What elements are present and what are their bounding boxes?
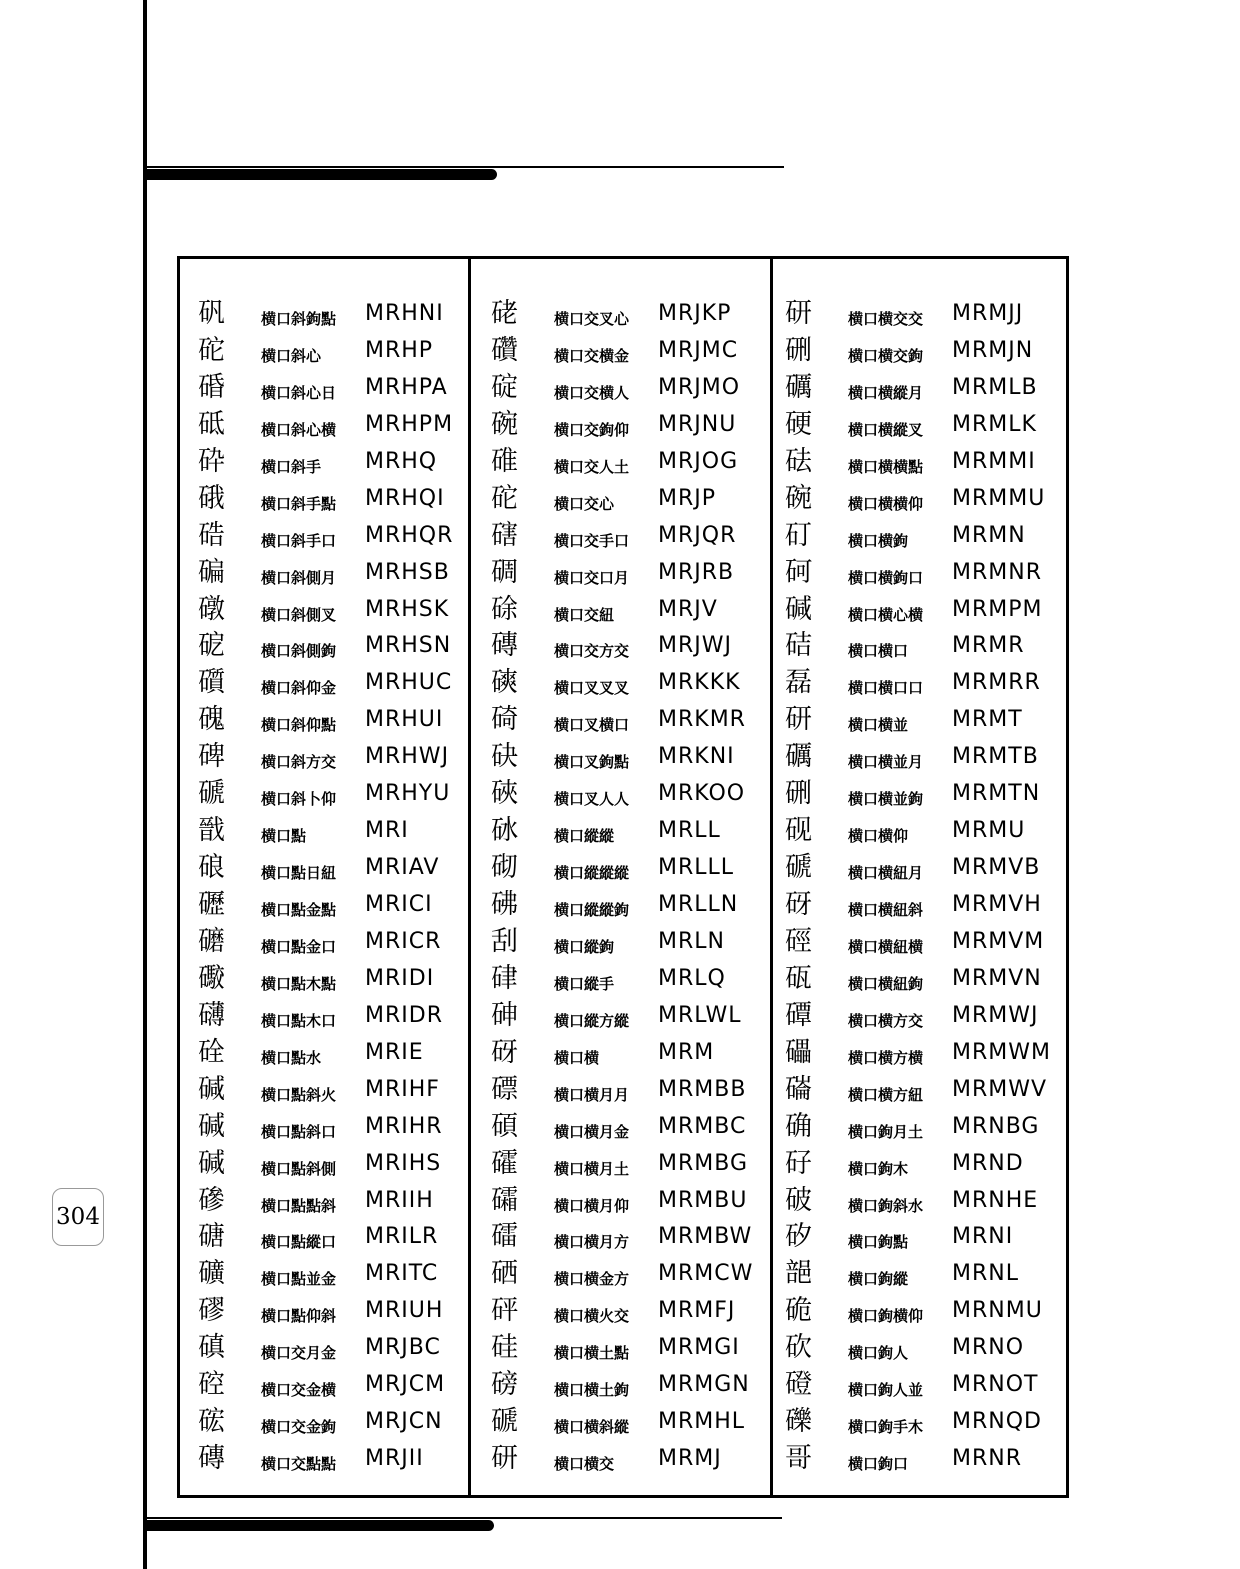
character: 碇 [491, 371, 518, 403]
character: 磢 [491, 667, 518, 699]
radical-sequence: 横口點斜側 [261, 1159, 337, 1178]
character: 硬 [785, 408, 812, 440]
radical-sequence: 横口點日紐 [261, 864, 337, 883]
input-code: MRMMI [952, 448, 1036, 474]
input-code: MRHSK [365, 596, 450, 622]
character: 硉 [491, 962, 518, 994]
input-code: MRMCW [658, 1261, 754, 1287]
bottom-rule-thin [147, 1517, 782, 1519]
radical-sequence: 横口斜心 [261, 346, 322, 365]
input-code: MRHPM [365, 411, 454, 437]
radical-sequence: 横口横紐横 [848, 937, 924, 956]
character: 碩 [491, 1110, 518, 1142]
character: 碱 [785, 593, 812, 625]
character: 礩 [198, 667, 225, 699]
input-code: MRHUI [365, 707, 444, 733]
character: 礦 [198, 1258, 225, 1290]
radical-sequence: 横口點斜火 [261, 1085, 337, 1104]
input-code: MRHWJ [365, 744, 450, 770]
input-code: MRHNI [365, 301, 444, 326]
input-code: MRMN [952, 522, 1026, 548]
input-code: MRIE [365, 1039, 424, 1065]
input-code: MRMBG [658, 1150, 749, 1176]
radical-sequence: 横口横鉤口 [848, 568, 924, 587]
top-rule-thin [147, 166, 784, 168]
input-code: MRLQ [658, 965, 726, 991]
character: 碗 [491, 408, 518, 440]
character: 礅 [198, 593, 225, 625]
input-code: MRMBU [658, 1187, 748, 1213]
radical-sequence: 横口横縱叉 [848, 420, 924, 439]
input-code: MRKMR [658, 707, 746, 733]
radical-sequence: 横口斜仰點 [261, 716, 337, 735]
radical-sequence: 横口鉤點 [848, 1233, 909, 1252]
radical-sequence: 横口交手口 [554, 531, 630, 550]
radical-sequence: 横口横月方 [554, 1233, 630, 1252]
input-code: MRIHF [365, 1076, 440, 1102]
input-code: MRMR [952, 633, 1025, 659]
input-code: MRJMO [658, 374, 741, 400]
character: 硊 [785, 1295, 812, 1327]
radical-sequence: 横口横土鉤 [554, 1381, 630, 1400]
input-code: MRMBW [658, 1224, 753, 1250]
input-code: MRKKK [658, 670, 741, 696]
character: 礪 [785, 741, 812, 773]
radical-sequence: 横口鉤手木 [848, 1418, 924, 1437]
character: 砷 [491, 999, 518, 1031]
input-code: MRM [658, 1039, 715, 1065]
input-code: MRHQI [365, 485, 445, 511]
input-code: MRNL [952, 1261, 1019, 1287]
radical-sequence: 横口點斜口 [261, 1122, 337, 1141]
input-code: MRMGN [658, 1372, 750, 1398]
column-divider [770, 259, 773, 1495]
radical-sequence: 横口交横人 [554, 383, 630, 402]
character: 砰 [491, 1295, 518, 1327]
radical-sequence: 横口交點點 [261, 1455, 337, 1474]
character: 砌 [491, 852, 518, 884]
character: 砥 [198, 408, 225, 440]
radical-sequence: 横口鉤人並 [848, 1381, 924, 1400]
input-code: MRJRB [658, 559, 735, 585]
radical-sequence: 横口點木點 [261, 974, 337, 993]
character: 硈 [785, 630, 812, 662]
character: 硢 [491, 593, 518, 625]
input-code: MRMPM [952, 596, 1043, 622]
character: 矴 [785, 519, 812, 551]
radical-sequence: 横口横土點 [554, 1344, 630, 1363]
radical-sequence: 横口鉤木 [848, 1159, 909, 1178]
radical-sequence: 横口斜手點 [261, 494, 337, 513]
input-code: MRMBC [658, 1113, 747, 1139]
input-code: MRMTN [952, 781, 1041, 807]
input-code: MRMGI [658, 1335, 740, 1361]
radical-sequence: 横口縱方縱 [554, 1011, 630, 1030]
input-code: MRMMU [952, 485, 1046, 511]
radical-sequence: 横口横紐鉤 [848, 974, 924, 993]
radical-sequence: 横口斜心日 [261, 383, 337, 402]
input-code: MRKOO [658, 781, 746, 807]
radical-sequence: 横口横並月 [848, 753, 924, 772]
input-code: MRKNI [658, 744, 735, 770]
radical-sequence: 横口交叉心 [554, 310, 630, 328]
character: 破 [785, 1184, 812, 1216]
character: 砝 [785, 445, 812, 477]
input-code: MRHYU [365, 781, 451, 807]
character: 硡 [198, 1406, 225, 1438]
character: 硤 [491, 778, 518, 810]
radical-sequence: 横口交金横 [261, 1381, 337, 1400]
radical-sequence: 横口叉人人 [554, 790, 630, 809]
radical-sequence: 横口横火交 [554, 1307, 630, 1326]
character: 硂 [198, 1036, 225, 1068]
character: 砅 [491, 815, 518, 847]
input-code: MRMVB [952, 855, 1041, 881]
input-code: MRIAV [365, 855, 440, 881]
character: 磚 [198, 1443, 225, 1475]
radical-sequence: 横口横月金 [554, 1122, 630, 1141]
input-code: MRJQR [658, 522, 737, 548]
character: 砩 [491, 889, 518, 920]
input-code: MRNQD [952, 1409, 1042, 1435]
input-code: MRJKP [658, 301, 732, 326]
character: 碈 [198, 371, 225, 403]
input-code: MRNHE [952, 1187, 1039, 1213]
input-code: MRI [365, 818, 409, 844]
input-code: MRICR [365, 928, 442, 954]
character: 碓 [491, 445, 518, 477]
radical-sequence: 横口交口月 [554, 568, 630, 587]
character: 砣 [198, 334, 225, 366]
radical-sequence: 横口斜鉤點 [261, 310, 337, 328]
page-spine [143, 0, 147, 1569]
character: 研 [491, 1443, 518, 1475]
character: 礭 [491, 1147, 518, 1179]
character: 碕 [491, 704, 518, 736]
input-code: MRMWJ [952, 1002, 1039, 1028]
input-code: MRLLL [658, 855, 735, 881]
input-code: MRICI [365, 892, 433, 917]
input-code: MRITC [365, 1261, 439, 1287]
input-code: MRJMC [658, 337, 739, 363]
radical-sequence: 横口斜側鉤 [261, 642, 337, 661]
character: 硅 [491, 1332, 518, 1364]
radical-sequence: 横口鉤縱 [848, 1270, 909, 1289]
input-code: MRMBB [658, 1076, 747, 1102]
input-code: MRJCN [365, 1409, 443, 1435]
input-code: MRHSB [365, 559, 450, 585]
radical-sequence: 横口斜卜仰 [261, 790, 337, 809]
input-code: MRHQR [365, 522, 454, 548]
radical-sequence: 横口斜仰金 [261, 679, 337, 698]
character: 硠 [198, 852, 225, 884]
radical-sequence: 横口横月仰 [554, 1196, 630, 1215]
character: 礌 [491, 1221, 518, 1253]
character: 砑 [491, 1036, 518, 1068]
input-code: MRNMU [952, 1298, 1043, 1324]
character: 碱 [198, 1110, 225, 1142]
radical-sequence: 横口點木口 [261, 1011, 337, 1030]
radical-sequence: 横口叉鉤點 [554, 753, 630, 772]
character: 磌 [198, 1332, 225, 1364]
code-table [177, 256, 1069, 1498]
character: 礵 [491, 1184, 518, 1216]
character: 磍 [491, 519, 518, 551]
radical-sequence: 横口點水 [261, 1048, 322, 1067]
character: 磟 [198, 1295, 225, 1327]
character: 碑 [198, 741, 225, 773]
character: 硜 [785, 925, 812, 957]
radical-sequence: 横口横心横 [848, 605, 924, 624]
radical-sequence: 横口點並金 [261, 1270, 337, 1289]
character: 确 [785, 1110, 812, 1142]
character: 砨 [198, 630, 225, 662]
character: 碱 [198, 1073, 225, 1105]
input-code: MRIHR [365, 1113, 443, 1139]
radical-sequence: 横口交心 [554, 494, 615, 513]
character: 碥 [198, 556, 225, 588]
radical-sequence: 横口縱縱 [554, 827, 615, 846]
radical-sequence: 横口叉叉叉 [554, 679, 630, 698]
radical-sequence: 横口横縱月 [848, 383, 924, 402]
character: 硎 [785, 334, 812, 366]
radical-sequence: 横口鉤口 [848, 1455, 909, 1474]
input-code: MRMJJ [952, 301, 1024, 326]
character: 砑 [785, 889, 812, 920]
radical-sequence: 横口縱手 [554, 974, 615, 993]
input-code: MRJP [658, 485, 717, 511]
radical-sequence: 横口横紐斜 [848, 901, 924, 919]
character: 礴 [198, 999, 225, 1031]
radical-sequence: 横口點點斜 [261, 1196, 337, 1215]
input-code: MRHP [365, 337, 434, 363]
radical-sequence: 横口横紐月 [848, 864, 924, 883]
radical-sequence: 横口交横金 [554, 346, 630, 365]
input-code: MRMT [952, 707, 1023, 733]
radical-sequence: 横口横月土 [554, 1159, 630, 1178]
radical-sequence: 横口横方紐 [848, 1085, 924, 1104]
input-code: MRIUH [365, 1298, 444, 1324]
input-code: MRND [952, 1150, 1024, 1176]
radical-sequence: 横口横月月 [554, 1085, 630, 1104]
input-code: MRNR [952, 1446, 1023, 1472]
character: 矷 [785, 1147, 812, 1179]
character: 礳 [198, 925, 225, 957]
input-code: MRMTB [952, 744, 1039, 770]
character: 碉 [491, 556, 518, 588]
character: 戩 [198, 815, 225, 847]
input-code: MRMWM [952, 1039, 1051, 1065]
radical-sequence: 横口横口 [848, 642, 909, 661]
character: 硓 [491, 298, 518, 329]
radical-sequence: 横口交金鉤 [261, 1418, 337, 1437]
radical-sequence: 横口交人土 [554, 457, 630, 476]
radical-sequence: 横口横交鉤 [848, 346, 924, 365]
column-divider [468, 259, 471, 1495]
character: 磹 [785, 999, 812, 1031]
character: 研 [785, 704, 812, 736]
character: 磈 [198, 704, 225, 736]
input-code: MRLL [658, 818, 721, 844]
input-code: MRMU [952, 818, 1026, 844]
character: 硪 [198, 482, 225, 514]
bottom-rule-thick [147, 1520, 494, 1531]
character: 硞 [198, 519, 225, 551]
radical-sequence: 横口交月金 [261, 1344, 337, 1363]
radical-sequence: 横口横仰 [848, 827, 909, 846]
radical-sequence: 横口斜心横 [261, 420, 337, 439]
radical-sequence: 横口横交交 [848, 310, 924, 328]
input-code: MRMVH [952, 892, 1042, 917]
input-code: MRLLN [658, 892, 739, 917]
radical-sequence: 横口縱縱縱 [554, 864, 630, 883]
input-code: MRIDI [365, 965, 435, 991]
character: 碱 [198, 1147, 225, 1179]
radical-sequence: 横口横斜縱 [554, 1418, 630, 1437]
input-code: MRHPA [365, 374, 448, 400]
character: 矽 [785, 1221, 812, 1253]
input-code: MRMJN [952, 337, 1034, 363]
top-rule-thick [147, 169, 497, 180]
radical-sequence: 横口斜方交 [261, 753, 337, 772]
input-code: MRJNU [658, 411, 737, 437]
radical-sequence: 横口斜手口 [261, 531, 337, 550]
radical-sequence: 横口斜側月 [261, 568, 337, 587]
input-code: MRMRR [952, 670, 1041, 696]
radical-sequence: 横口横鉤 [848, 531, 909, 550]
character: 礧 [785, 1036, 812, 1068]
character: 哥 [785, 1443, 812, 1475]
input-code: MRJII [365, 1446, 424, 1472]
character: 磚 [491, 630, 518, 662]
character: 磃 [491, 1406, 518, 1438]
radical-sequence: 横口鉤月土 [848, 1122, 924, 1141]
input-code: MRJBC [365, 1335, 441, 1361]
character: 磊 [785, 667, 812, 699]
radical-sequence: 横口縱鉤 [554, 937, 615, 956]
character: 矾 [198, 298, 225, 329]
character: 磃 [198, 778, 225, 810]
input-code: MRHUC [365, 670, 453, 696]
character: 礫 [785, 1406, 812, 1438]
input-code: MRMNR [952, 559, 1042, 585]
input-code: MRNO [952, 1335, 1025, 1361]
character: 砚 [785, 815, 812, 847]
radical-sequence: 横口横 [554, 1048, 600, 1067]
input-code: MRIHS [365, 1150, 442, 1176]
radical-sequence: 横口横横點 [848, 457, 924, 476]
page-number: 304 [52, 1188, 104, 1246]
character: 磃 [785, 852, 812, 884]
character: 礸 [491, 334, 518, 366]
character: 硎 [785, 778, 812, 810]
radical-sequence: 横口斜側叉 [261, 605, 337, 624]
radical-sequence: 横口點縱口 [261, 1233, 337, 1252]
input-code: MRMJ [658, 1446, 722, 1472]
radical-sequence: 横口交紐 [554, 605, 615, 624]
radical-sequence: 横口横方横 [848, 1048, 924, 1067]
character: 磄 [198, 1221, 225, 1253]
character: 礮 [198, 962, 225, 994]
character: 磣 [198, 1184, 225, 1216]
input-code: MRNOT [952, 1372, 1039, 1398]
input-code: MRNI [952, 1224, 1014, 1250]
radical-sequence: 横口縱縱鉤 [554, 901, 630, 919]
radical-sequence: 横口横口口 [848, 679, 924, 698]
input-code: MRMLK [952, 411, 1037, 437]
character: 礰 [198, 889, 225, 920]
input-code: MRJOG [658, 448, 739, 474]
character: 砄 [491, 741, 518, 773]
radical-sequence: 横口鉤人 [848, 1344, 909, 1363]
character: 磴 [785, 1369, 812, 1401]
input-code: MRJCM [365, 1372, 446, 1398]
character: 刮 [491, 925, 518, 957]
input-code: MRHQ [365, 448, 438, 474]
radical-sequence: 横口點金點 [261, 901, 337, 919]
input-code: MRHSN [365, 633, 452, 659]
input-code: MRMVM [952, 928, 1045, 954]
input-code: MRLN [658, 928, 725, 954]
radical-sequence: 横口斜手 [261, 457, 322, 476]
character: 郶 [785, 1258, 812, 1290]
input-code: MRMLB [952, 374, 1038, 400]
radical-sequence: 横口鉤斜水 [848, 1196, 924, 1215]
radical-sequence: 横口横横仰 [848, 494, 924, 513]
character: 磅 [491, 1369, 518, 1401]
character: 砣 [491, 482, 518, 514]
radical-sequence: 横口横並鉤 [848, 790, 924, 809]
input-code: MRNBG [952, 1113, 1040, 1139]
radical-sequence: 横口叉横口 [554, 716, 630, 735]
input-code: MRMVN [952, 965, 1042, 991]
input-code: MRILR [365, 1224, 439, 1250]
character: 磮 [785, 1073, 812, 1105]
radical-sequence: 横口點 [261, 827, 307, 846]
character: 砍 [785, 1332, 812, 1364]
input-code: MRJWJ [658, 633, 732, 659]
radical-sequence: 横口交方交 [554, 642, 630, 661]
input-code: MRMWV [952, 1076, 1048, 1102]
input-code: MRMFJ [658, 1298, 736, 1324]
character: 磦 [491, 1073, 518, 1105]
character: 礪 [785, 371, 812, 403]
radical-sequence: 横口點仰斜 [261, 1307, 337, 1326]
character: 砙 [785, 962, 812, 994]
radical-sequence: 横口鉤横仰 [848, 1307, 924, 1326]
radical-sequence: 横口横金方 [554, 1270, 630, 1289]
character: 硿 [198, 1369, 225, 1401]
input-code: MRLWL [658, 1002, 742, 1028]
radical-sequence: 横口點金口 [261, 937, 337, 956]
radical-sequence: 横口交鉤仰 [554, 420, 630, 439]
input-code: MRIDR [365, 1002, 443, 1028]
character: 碗 [785, 482, 812, 514]
character: 砕 [198, 445, 225, 477]
radical-sequence: 横口横方交 [848, 1011, 924, 1030]
radical-sequence: 横口横交 [554, 1455, 615, 1474]
input-code: MRIIH [365, 1187, 434, 1213]
input-code: MRMHL [658, 1409, 746, 1435]
character: 砢 [785, 556, 812, 588]
radical-sequence: 横口横並 [848, 716, 909, 735]
character: 研 [785, 298, 812, 329]
character: 硒 [491, 1258, 518, 1290]
input-code: MRJV [658, 596, 718, 622]
